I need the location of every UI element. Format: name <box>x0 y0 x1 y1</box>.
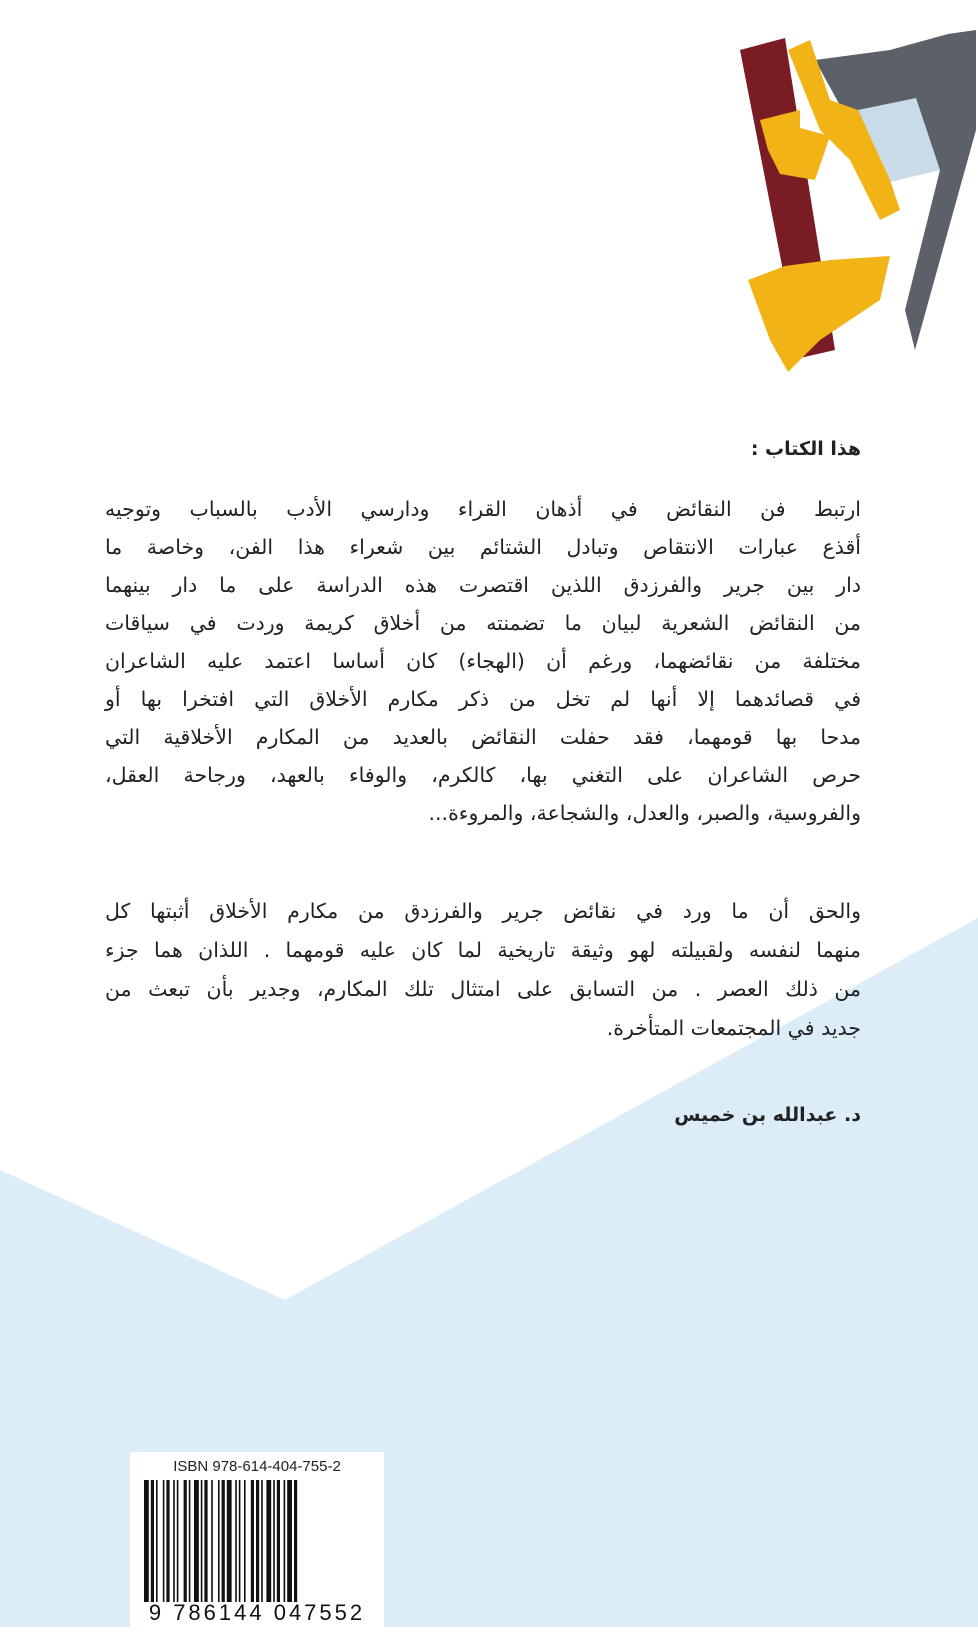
text-line: من ذلك العصر . من التسابق على امتثال تلك المكارم، وجدير بأن تبعث من <box>105 977 861 1001</box>
barcode-bar <box>184 1480 187 1602</box>
text-line: من النقائض الشعرية لبيان ما تضمنته من أخلاق كريمة وردت في سياقات <box>105 611 861 635</box>
barcode-bar <box>222 1480 225 1602</box>
text-line: والفروسية، والصبر، والعدل، والشجاعة، والمروءة... <box>428 801 861 825</box>
barcode-bar <box>211 1480 213 1602</box>
section-heading: هذا الكتاب : <box>750 438 861 460</box>
text-line: جديد في المجتمعات المتأخرة. <box>606 1016 861 1040</box>
barcode-bar <box>218 1480 220 1602</box>
barcode-digits: 9 786144 047552 <box>148 1600 366 1625</box>
barcode-bar <box>266 1480 271 1602</box>
barcode-bar <box>244 1480 246 1602</box>
isbn-barcode <box>130 1452 384 1642</box>
barcode-bar <box>144 1480 149 1602</box>
barcode-bar <box>235 1480 237 1602</box>
barcode-bar <box>251 1480 254 1602</box>
barcode-bar <box>177 1480 179 1602</box>
barcode-bar <box>204 1480 207 1602</box>
barcode-bar <box>151 1480 154 1602</box>
barcode-bar <box>261 1480 263 1602</box>
text-line: والحق أن ما ورد في نقائض جرير والفرزدق من مكارم الأخلاق أثبتها كل <box>105 899 861 923</box>
text-line: ارتبط فن النقائض في أذهان القراء ودارسي الأدب بالسباب وتوجيه <box>105 497 861 521</box>
barcode-bar <box>201 1480 203 1602</box>
publisher-logo-graphic <box>740 10 978 380</box>
text-line: مدحا بها قومهما، فقد حفلت النقائض بالعديد من المكارم الأخلاقية التي <box>105 725 861 749</box>
barcode-bar <box>256 1480 259 1602</box>
barcode-bar <box>294 1480 297 1602</box>
barcode-bar <box>194 1480 199 1602</box>
barcode-bar <box>273 1480 275 1602</box>
barcode-bar <box>163 1480 165 1602</box>
barcode-bar <box>189 1480 191 1602</box>
barcode-bar <box>287 1480 292 1602</box>
text-line: حرص الشاعران على التغني بها، كالكرم، والوفاء بالعهد، ورجاحة العقل، <box>105 763 861 787</box>
barcode-bar <box>277 1480 280 1602</box>
barcode-bar <box>166 1480 169 1602</box>
barcode-bar <box>239 1480 241 1602</box>
author-signature: د. عبدالله بن خميس <box>674 1104 861 1126</box>
barcode-bar <box>227 1480 232 1602</box>
barcode-bar <box>284 1480 286 1602</box>
text-line: مختلفة من نقائضهما، ورغم أن (الهجاء) كان أساسا اعتمد عليه الشاعران <box>105 649 861 673</box>
barcode-bar <box>173 1480 175 1602</box>
barcode-bars <box>144 1480 374 1605</box>
text-line: في قصائدهما إلا أنها لم تخل من ذكر مكارم الأخلاق التي افتخرا بها أو <box>105 687 861 711</box>
text-line: منهما لنفسه ولقبيلته لهو وثيقة تاريخية لما كان عليه قومهما . اللذان هما جزء <box>105 938 861 962</box>
text-line: دار بين جرير والفرزدق اللذين اقتصرت هذه الدراسة على ما دار بينهما <box>105 573 861 597</box>
isbn-label: ISBN 978-614-404-755-2 <box>173 1458 341 1475</box>
text-line: أقذع عبارات الانتقاص وتبادل الشتائم بين شعراء هذا الفن، وخاصة ما <box>105 535 861 559</box>
barcode-bar <box>156 1480 158 1602</box>
